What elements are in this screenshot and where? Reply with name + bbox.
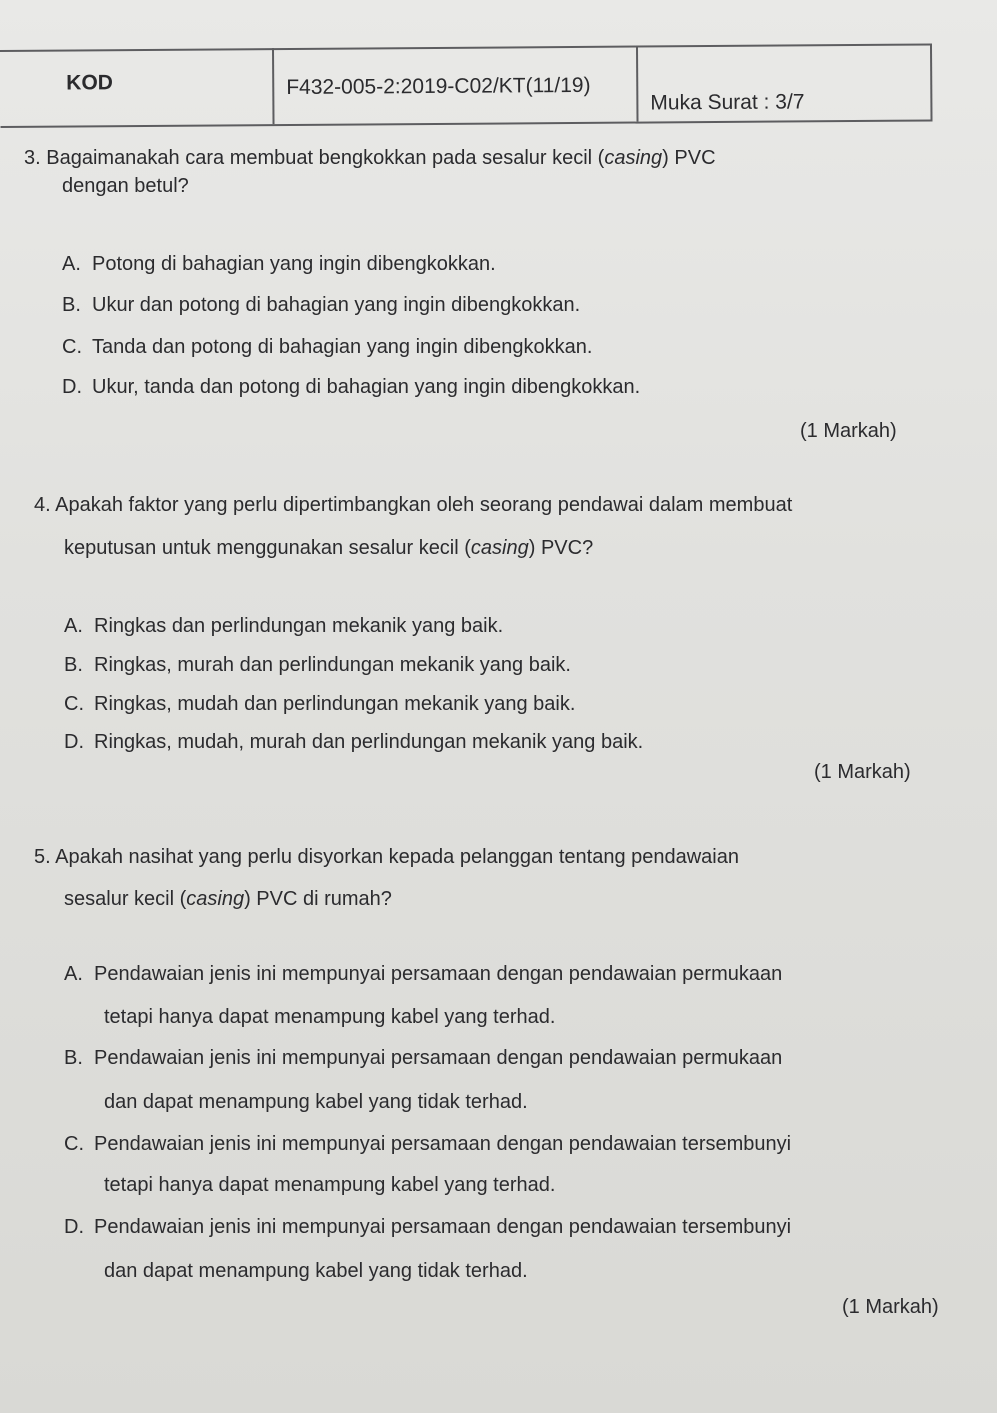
question-italic-term: casing — [604, 147, 663, 169]
option-text: Pendawaian jenis ini mempunyai persamaan dengan pendawaian tersembunyi — [94, 1216, 792, 1238]
option-letter: A. — [62, 253, 81, 275]
option-text: Pendawaian jenis ini mempunyai persamaan dengan pendawaian permukaan — [94, 1047, 783, 1069]
option-letter: D. — [64, 731, 84, 753]
question-5-option-d-line-1 — [64, 1216, 791, 1239]
code-header-table — [0, 43, 933, 128]
question-4-option-c — [64, 693, 575, 716]
option-text: Potong di bahagian yang ingin dibengkokkan. — [92, 253, 496, 275]
option-text: Ringkas, mudah, murah dan perlindungan mekanik yang baik. — [94, 731, 644, 753]
question-4-option-d — [64, 731, 643, 754]
option-text: Pendawaian jenis ini mempunyai persamaan dengan pendawaian tersembunyi — [94, 1133, 792, 1155]
question-text: Apakah nasihat yang perlu disyorkan kepada pelanggan tentang pendawaian — [55, 846, 739, 868]
question-number: 5. — [34, 846, 51, 868]
question-number: 3. — [24, 147, 41, 169]
question-text: ) PVC? — [528, 537, 594, 559]
option-text: Tanda dan potong di bahagian yang ingin dibengkokkan. — [92, 336, 593, 358]
question-3-option-d — [62, 376, 640, 399]
question-4-line-2 — [64, 538, 593, 558]
question-3-option-b — [62, 294, 580, 317]
question-text: Apakah faktor yang perlu dipertimbangkan oleh seorang pendawai dalam membuat — [55, 494, 793, 516]
question-text: Bagaimanakah cara membuat bengkokkan pada sesalur kecil ( — [46, 147, 605, 169]
kod-cell — [0, 48, 273, 126]
option-letter: A. — [64, 615, 83, 637]
option-text: Ringkas, mudah dan perlindungan mekanik yang baik. — [94, 693, 576, 715]
question-3-line-1 — [24, 148, 716, 168]
question-5-option-c-line-2: tetapi hanya dapat menampung kabel yang terhad. — [104, 1174, 556, 1196]
question-4-mark: (1 Markah) — [814, 761, 911, 783]
question-text: ) PVC — [662, 147, 716, 169]
option-letter: B. — [62, 294, 81, 316]
page-number-cell — [636, 43, 933, 121]
question-5-option-d-line-2: dan dapat menampung kabel yang tidak terhad. — [104, 1260, 528, 1282]
page-number: Muka Surat : 3/7 — [650, 90, 805, 115]
option-letter: C. — [64, 693, 84, 715]
option-letter: C. — [62, 336, 82, 358]
question-number: 4. — [34, 494, 51, 516]
question-text: sesalur kecil ( — [64, 888, 187, 910]
option-text: Ringkas dan perlindungan mekanik yang baik. — [94, 615, 504, 637]
question-3-option-c — [62, 336, 592, 359]
question-5-option-b-line-1 — [64, 1047, 782, 1070]
question-text: ) PVC di rumah? — [244, 888, 392, 910]
question-5-line-2 — [64, 889, 392, 909]
question-italic-term: casing — [470, 537, 529, 559]
option-letter: D. — [64, 1216, 84, 1238]
option-letter: B. — [64, 654, 83, 676]
kod-label: KOD — [66, 71, 113, 95]
option-text: Ukur dan potong di bahagian yang ingin dibengkokkan. — [92, 294, 581, 316]
question-5-line-1 — [34, 847, 739, 867]
document-code: F432-005-2:2019-C02/KT(11/19) — [286, 73, 591, 100]
question-3-option-a — [62, 253, 496, 276]
question-4-option-b — [64, 654, 571, 677]
option-letter: A. — [64, 963, 83, 985]
question-5-option-c-line-1 — [64, 1133, 791, 1156]
option-text: Ukur, tanda dan potong di bahagian yang ingin dibengkokkan. — [92, 376, 641, 398]
question-italic-term: casing — [186, 888, 245, 910]
option-letter: C. — [64, 1133, 84, 1155]
option-text: Ringkas, murah dan perlindungan mekanik yang baik. — [94, 654, 571, 676]
document-code-cell — [272, 46, 637, 125]
question-text: keputusan untuk menggunakan sesalur kecil ( — [64, 537, 471, 559]
question-3-mark: (1 Markah) — [800, 420, 897, 442]
question-4-line-1 — [34, 495, 792, 515]
option-letter: D. — [62, 376, 82, 398]
question-5-option-a-line-2: tetapi hanya dapat menampung kabel yang terhad. — [104, 1006, 556, 1028]
question-5-option-b-line-2: dan dapat menampung kabel yang tidak terhad. — [104, 1091, 528, 1113]
question-5-option-a-line-1 — [64, 963, 782, 986]
option-text: Pendawaian jenis ini mempunyai persamaan dengan pendawaian permukaan — [94, 963, 783, 985]
option-letter: B. — [64, 1047, 83, 1069]
question-4-option-a — [64, 615, 503, 638]
question-5-mark: (1 Markah) — [842, 1296, 939, 1318]
question-3-line-2: dengan betul? — [62, 175, 189, 197]
